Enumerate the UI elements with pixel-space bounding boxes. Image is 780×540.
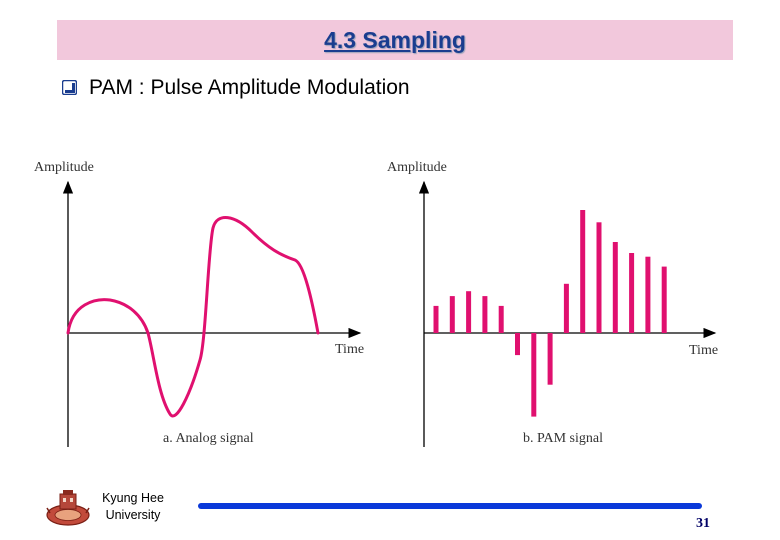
pam-pulse <box>466 291 471 333</box>
pam-pulse <box>482 296 487 333</box>
pam-x-axis-label: Time <box>689 343 719 358</box>
bullet-text: PAM : Pulse Amplitude Modulation <box>89 76 410 99</box>
pam-caption: b. PAM signal <box>523 431 604 446</box>
slide-title: 4.3 Sampling <box>324 27 466 53</box>
signal-figure <box>0 140 780 460</box>
university-name-line2: University <box>105 508 161 522</box>
university-name-line1: Kyung Hee <box>102 491 164 505</box>
page-number: 31 <box>696 516 710 531</box>
pam-pulse <box>564 284 569 333</box>
pam-pulse <box>580 210 585 333</box>
pam-pulse <box>613 242 618 333</box>
pam-pulses <box>434 210 667 417</box>
pam-pulse <box>645 257 650 333</box>
pam-panel <box>387 160 718 447</box>
analog-caption: a. Analog signal <box>163 431 254 446</box>
pam-pulse <box>515 333 520 355</box>
pam-pulse <box>597 222 602 333</box>
pam-pulse <box>450 296 455 333</box>
pam-pulse <box>499 306 504 333</box>
analog-x-axis-label: Time <box>335 342 365 357</box>
pam-y-axis-label: Amplitude <box>387 160 447 175</box>
pam-pulse <box>434 306 439 333</box>
pam-pulse <box>629 253 634 333</box>
analog-signal-curve <box>68 217 318 416</box>
analog-panel <box>34 160 364 447</box>
pam-pulse <box>548 333 553 385</box>
checkbox-square-icon <box>62 80 77 95</box>
pam-pulse <box>531 333 536 417</box>
footer-divider <box>198 503 702 509</box>
title-bar <box>57 20 733 60</box>
university-name <box>93 490 173 524</box>
analog-y-axis-label: Amplitude <box>34 160 94 175</box>
university-crest-icon <box>45 488 91 528</box>
pam-pulse <box>662 267 667 333</box>
